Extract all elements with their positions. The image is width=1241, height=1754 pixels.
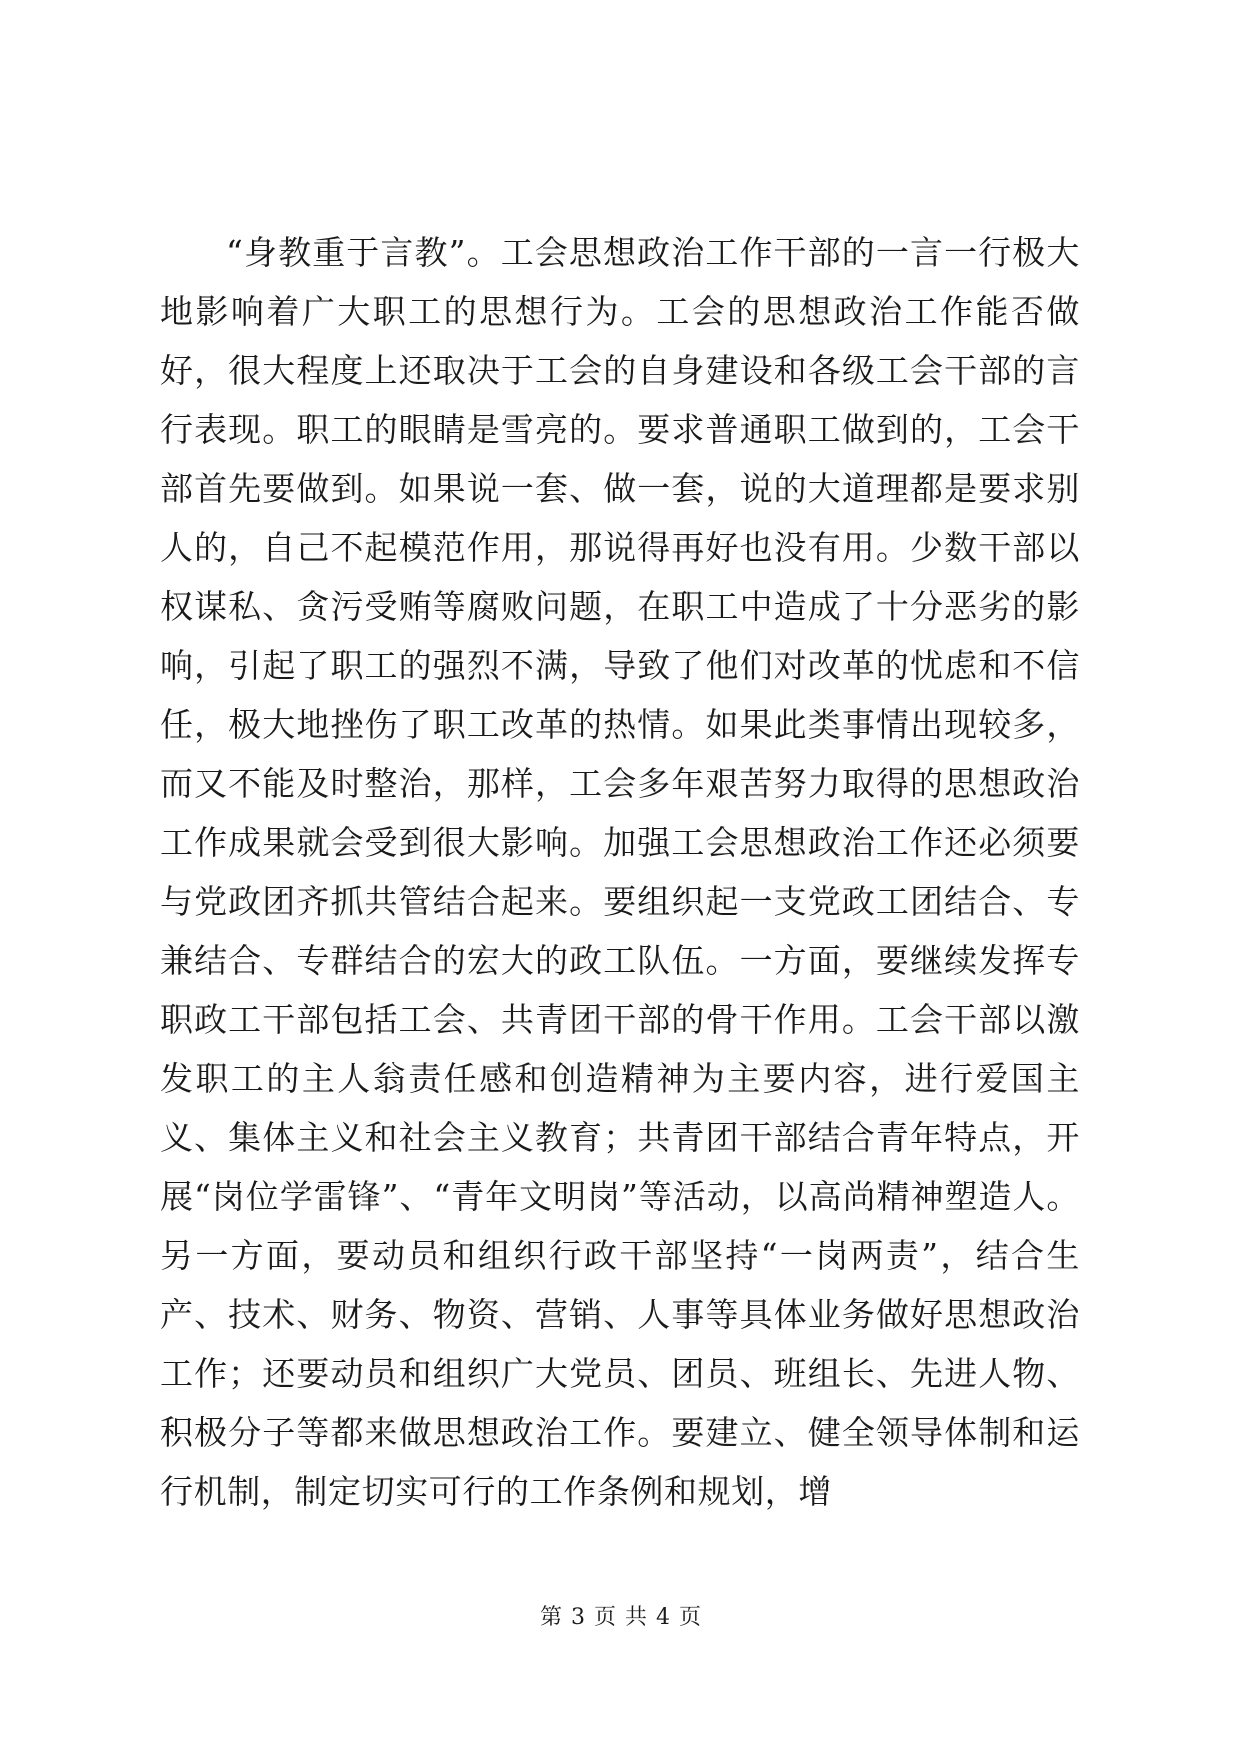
body-paragraph: “身教重于言教”。工会思想政治工作干部的一言一行极大地影响着广大职工的思想行为。工会的思想政治工作能否做好，很大程度上还取决于工会的自身建设和各级工会干部的言行表现。职工的眼睛是雪亮的。要求普通职工做到的，工会干部首先要做到。如果说一套、做一套，说的大道理都是要求别人的，自己不起模范作用，那说得再好也没有用。少数干部以权谋私、贪污受贿等腐败问题，在职工中造成了十分恶劣的影响，引起了职工的强烈不满，导致了他们对改革的忧虑和不信任，极大地挫伤了职工改革的热情。如果此类事情出现较多，而又不能及时整治，那样，工会多年艰苦努力取得的思想政治工作成果就会受到很大影响。加强工会思想政治工作还必须要与党政团齐抓共管结合起来。要组织起一支党政工团结合、专兼结合、专群结合的宏大的政工队伍。一方面，要继续发挥专职政工干部包括工会、共青团干部的骨干作用。工会干部以激发职工的主人翁责任感和创造精神为主要内容，进行爱国主义、集体主义和社会主义教育；共青团干部结合青年特点，开展“岗位学雷锋”、“青年文明岗”等活动，以高尚精神塑造人。另一方面，要动员和组织行政干部坚持“一岗两责”，结合生产、技术、财务、物资、营销、人事等具体业务做好思想政治工作；还要动员和组织广大党员、团员、班组长、先进人物、积极分子等都来做思想政治工作。要建立、健全领导体制和运行机制，制定切实可行的工作条例和规划，增 [160, 233, 1080, 1511]
page-number-footer: 第 3 页 共 4 页 [540, 1605, 701, 1630]
